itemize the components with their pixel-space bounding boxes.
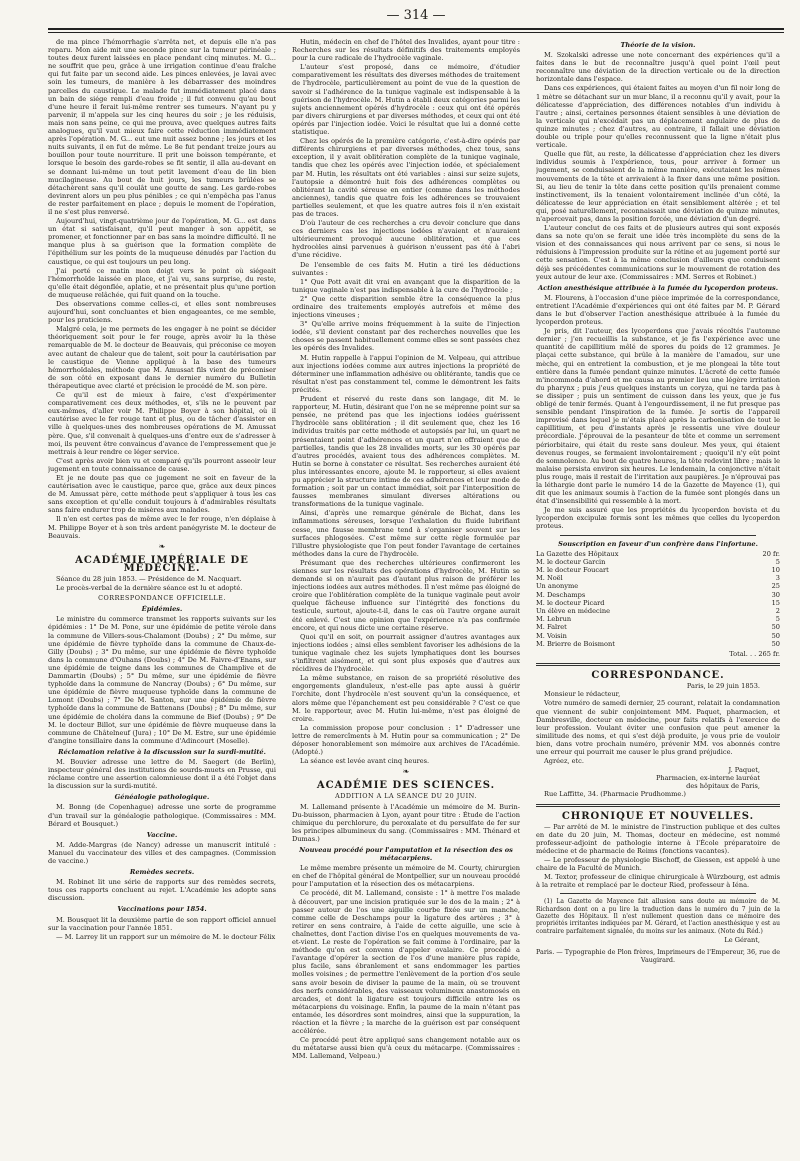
signature-title: Pharmacien, ex-interne lauréat [655, 774, 760, 783]
subscription-row [536, 607, 780, 615]
paragraph: Ce procédé peut être appliqué sans changement notable aux os du métatarse aussi bien qu'à ceux du métacarpe. (Commissaires : MM. Lallemand, Velpeau.) [292, 1036, 520, 1061]
paragraph: Hutin, médecin en chef de l'hôtel des Invalides, ayant pour titre : Recherches sur les résultats définitifs des traitements employés pour la cure radicale de l'hydrocèle vaginale. [292, 38, 520, 63]
subsection-title: ADDITION A LA SÉANCE DU 20 JUIN. [335, 792, 477, 801]
paragraph: M. Lallemand présente à l'Académie un mémoire de M. Burin-Du-buisson, pharmacien à Lyon, ayant pour titre : Étude de l'action chimique du perchlorure, du peroxalate et du persulfate de fer sur les principes albumineux du sang. (Commissaires : MM. Thénard et Dumas.) [292, 802, 520, 843]
subscription-amount: 50 [771, 639, 780, 648]
section-title: ACADÉMIE IMPÉRIALE DE MÉDECINE. [75, 554, 249, 574]
paragraph: Ce procédé, dit M. Lallemand, consiste : 1° à mettre l'os malade à découvert, par une incision pratiquée sur le dos de la main ; 2° à passer autour de l'os une aiguille courbe fixée sur un manche, comme celle de Deschamps pour la ligature des artères ; 3° à retirer en sens contraire, à l'aide de cette aiguille, une scie à chaînettes, dont l'action divise l'os en quelques mouvements de va-et-vient. Le reste de l'opération se fait comme à l'ordinaire, par la méthode qu'on est convenu d'appeler ovalaire. Ce procédé a l'avantage d'opérer la section de l'os d'une manière plus rapide, plus facile, sans ébranlement et sans endommager les parties molles voisines ; de permettre l'enlèvement de la portion d'os seule sans avoir besoin de diviser la paume de la main, où se trouvent des nerfs considérables, des vaisseaux volumineux anastomosés en arcades, et dont la ligature est toujours difficile entre les os métacarpiens du voisinage. Enfin, la paume de la main n'étant pas entamée, les désordres sont moindres, ainsi que la suppuration, la réaction et la fièvre ; la marche de la guérison est par conséquent accélérée. [292, 889, 520, 1036]
footnote: (1) La Gazette de Mayence fait allusion sans doute au mémoire de M. Richardson dont on a pu lire la traduction dans le numéro du 7 juin de la Gazette des Hôpitaux. Il n'est nullement question dans ce mémoire des propriétés irritantes indiquées par M. Gérard, et l'action anesthésique y est au contraire parfaitement signalée, du moins sur les animaux. (Note du Réd.) [536, 898, 780, 935]
paragraph: Ainsi, d'après une remarque générale de Bichat, dans les inflammations séreuses, lorsque l'exhalation du fluide lubrifiant cesse, une fausse membrane tend à s'organiser souvent sur les surfaces phlogosées. C'est même sur cette règle formulée par l'illustre physiologiste que l'on peut fonder l'avantage de certaines méthodes dans la cure de l'hydrocèle. [292, 509, 520, 558]
subscription-row [536, 566, 780, 574]
section-title: CORRESPONDANCE. [591, 670, 725, 682]
subscription-amount: 3 [775, 574, 780, 583]
paragraph: De l'ensemble de ces faits M. Hutin a tiré les déductions suivantes : [292, 260, 520, 277]
paragraph: La même substance, en raison de sa propriété résolutive des engorgements glanduleux, n'est-elle pas apte aussi à guérir l'orchite, dont l'hydrocèle n'est souvent qu'un la conséquence, et alors même que l'épanchement est peu considérable ? C'est ce que M. le rapporteur, avec M. Hutin lui-même, n'est pas éloigné de croire. [292, 674, 520, 723]
letter-date: Paris, le 29 juin 1853. [686, 682, 760, 691]
paragraph: Et je ne doute pas que ce jugement ne soit en faveur de la cautérisation avec le caustique, parce que, grâce aux deux pinces de M. Amussat père, cette méthode peut s'appliquer à tous les cas sans exception et qu'elle conduit toujours à d'admirables résultats sans faire endurer trop de misères aux malades. [48, 473, 276, 515]
paragraph: M. Bonng (de Copenhague) adresse une sorte de programme d'un travail sur la généalogie pathologique. (Commissaires : MM. Bérard et Bousquet.) [48, 803, 276, 828]
subscription-amount: 5 [775, 615, 780, 624]
paragraph: de ma pince l'hémorrhagie s'arrêta net, et depuis elle n'a pas reparu. Mon aide mit une seconde pince sur la tumeur périnéale ; toutes deux furent laissées en place pendant cinq minutes. M. G... ne souffrit que peu, grâce à une irrigation continue d'eau fraîche qui fut faite par un second aide. Les pinces enlevées, je lavai avec soin les tumeurs, de manière à les débarrasser des moindres parcelles du caustique. Le malade fut immédiatement placé dans un bain de siége rempli d'eau froide ; il fut convenu qu'au bout d'une heure il ferait lui-même rentrer ses tumeurs. N'ayant pu y parvenir, il m'appela sur les cinq heures du soir ; je les réduisis, mais non sans peine, ce qui me prouva, avec quelques autres faits analogues, qu'il vaut mieux faire cette réduction immédiatement après l'opération. M. G... eut une nuit assez bonne ; les jours et les nuits suivants, il en fut de même. Le 8e fut pendant treize jours au bouillon pour toute nourriture. Il prit une boisson tempérante, et lorsque le besoin des garde-robes se fit sentir, il alla au-devant en se donnant lui-même un tout petit lavement d'eau de lin bien mucilagineuse. Au bout de huit jours, les tumeurs brûlées se détachèrent sans qu'il coulât une goutte de sang. Les garde-robes devinrent alors un peu plus pénibles ; ce qui n'empêcha pas l'anus de rester parfaitement en place ; depuis le moment de l'opération, il ne s'est plus renversé. [48, 38, 276, 216]
paragraph: 3° Qu'elle arrive moins fréquemment à la suite de l'injection iodée, s'il devient constant par des recherches nouvelles que les choses se passent habituellement comme elles se sont passées chez les opérés des Invalides. [292, 320, 520, 353]
section-title: ACADÉMIE DES SCIENCES. [316, 780, 496, 792]
column-right [536, 38, 780, 1148]
subsection-title: Vaccinations pour 1854. [117, 905, 207, 914]
subsection-title: Nouveau procédé pour l'amputation et la résection des os métacarpiens. [299, 846, 513, 863]
paragraph: Chez les opérés de la première catégorie, c'est-à-dire opérés par différents chirurgiens et par diverses méthodes, chez tous, sans exception, il y avait oblitération complète de la tunique vaginale, tandis que chez les opérés avec l'injection iodée, et spécialement par M. Hutin, les résultats ont été variables : ainsi sur seize sujets, l'autopsie a démontré huit fois des adhérences complètes ou oblitérant la cavité séreuse en entier (comme dans les méthodes anciennes), tandis que quatre fois les adhérences se trouvaient partielles seulement, et que les quatre autres fois il n'en existait pas de traces. [292, 137, 520, 218]
subsection-title: Théorie de la vision. [620, 41, 696, 49]
subscription-row [536, 599, 780, 607]
header-rule-thin [48, 32, 784, 33]
paragraph: D'où l'auteur de ces recherches a cru devoir conclure que dans ces derniers cas les injections iodées n'avaient et n'auraient ultérieurement provoqué aucune oblitération, et que ces hydrocèles ainsi parvenues à guérison n'eussent pas été à l'abri d'une récidive. [292, 219, 520, 260]
paragraph: 2° Que cette disparition semble être la conséquence la plus ordinaire des traitements employés autrefois et même des injections vineuses ; [292, 294, 520, 320]
subscription-row [536, 640, 780, 648]
letter-closing: Agréez, etc. [544, 757, 584, 766]
subscription-amount: 2 [775, 607, 780, 616]
subsection-title: Réclamation relative à la discussion sur la surdi-mutité. [58, 747, 266, 756]
subscription-row [536, 550, 780, 558]
subscription-row [536, 615, 780, 623]
paragraph: Présumant que des recherches ultérieures confirmeront les siennes sur les résultats des opérations d'hydrocèle, M. Hutin se demande si on n'aurait pas d'autant plus raison de préférer les injections iodées aux autres méthodes. Il n'est même pas éloigné de croire que l'oblitération complète de la tunique vaginale peut avoir quelque fâcheuse influence sur l'intégrité des fonctions du testicule, surtout, ajoute-t-il, dans le cas où l'autre organe aurait été enlevé. C'est une opinion que l'expérience n'a pas confirmée encore, et qui nous dicte une certaine réserve. [292, 558, 520, 632]
subscription-amount: 10 [771, 566, 780, 575]
subsection-title: Généalogie pathologique. [114, 793, 210, 802]
subscriber-name: M. Lebrun [536, 615, 572, 624]
subsection-title: Souscription en faveur d'un confrère dans l'infortune. [558, 539, 758, 548]
paragraph: Le procès-verbal de la dernière séance est lu et adopté. [56, 584, 243, 593]
subscription-row [536, 591, 780, 599]
subsection-title: Action anesthésique attribuée à la fumée du lycoperdon proteus. [537, 283, 778, 292]
subscription-amount: 30 [771, 590, 780, 599]
subsection-title: Épidémies. [141, 605, 183, 614]
paragraph: M. Adde-Margras (de Nancy) adresse un manuscrit intitulé : Manuel du vaccinateur des villes et des campagnes. (Commission de vaccine.) [48, 840, 276, 865]
paragraph: 1° Que Pott avait dit vrai en avançant que la disparition de la tunique vaginale n'est pas indispensable à la cure de l'hydrocèle ; [292, 277, 520, 294]
paragraph: J'ai porté ce matin mon doigt vers le point où siégeait l'hémorrhoïde laissée en place, et j'ai vu, sans surprise, du reste, qu'elle était dégonflée, aplatie, et ne présentait plus qu'une portion de muqueuse relâchée, qui fuit quand on la touche. [48, 266, 276, 299]
subsection-title: Remèdes secrets. [129, 868, 195, 877]
subscriber-name: M. le docteur Garcin [536, 557, 606, 566]
ornament-divider: ❧ [158, 541, 166, 551]
paragraph: Je me suis assuré que les propriétés du lycoperdon bovista et du lycoperdon excipulæ formis sont les mêmes que celles du lycoperdon proteus. [536, 506, 780, 531]
signature-title: des hôpitaux de Paris, [686, 782, 760, 791]
column-left [48, 38, 276, 1148]
paragraph: M. Hutin rappelle à l'appui l'opinion de M. Velpeau, qui attribue aux injections iodées comme aux autres injections la propriété de déterminer une inflammation adhésive ou oblitérante, tandis que ce résultat n'est pas constamment tel, comme le démontrent les faits précités. [292, 353, 520, 394]
divider [560, 535, 756, 536]
subsection-title: Vaccine. [146, 830, 178, 839]
paragraph: Quelle que fût, au reste, la délicatesse d'appréciation chez les divers individus soumis à l'expérience, tous, pour arriver à former un jugement, se conduisaient de la même manière, exécutaient les mêmes mouvements de la tête et arrivaient à la fixer dans une même position. Si, au lieu de tenir la tête dans cette position qu'ils prenaient comme instinctivement, ils la tenaient volontairement inclinée d'un côté, la délicatesse de leur appréciation en était sensiblement altérée ; et tel qui, posé naturellement, reconnaissait une déviation de quinze minutes, n'apercevait pas, dans la position forcée, une déviation d'un degré. [536, 150, 780, 223]
signature-name: J. Paquet, [728, 766, 760, 775]
subscription-amount: 25 [771, 582, 780, 591]
subscriber-name: M. le docteur Picard [536, 598, 605, 607]
subscription-row [536, 623, 780, 631]
paragraph: C'est après avoir bien vu et comparé qu'ils pourront asseoir leur jugement en toute connaissance de cause. [48, 456, 276, 473]
paragraph: M. Bousquet lit la deuxième partie de son rapport officiel annuel sur la vaccination pour l'année 1851. [48, 915, 276, 932]
paragraph: Votre numéro de samedi dernier, 25 courant, relatait la condamnation que viennent de subir conjointement MM. Paquet, pharmacien, et Dambresville, docteur en médecine, pour faits relatifs à l'exercice de leur profession. Voulant éviter une confusion que peut amener la similitude des noms, et qui s'est déjà produite, je vous prie de vouloir bien, dans votre prochain numéro, prévenir MM. vos abonnés contre une erreur qui pourrait me causer le plus grand préjudice. [536, 699, 780, 756]
paragraph: Le même membre présente un mémoire de M. Courty, chirurgien en chef de l'hôpital général de Montpellier, sur un nouveau procédé pour l'amputation et la résection des os métacarpiens. [292, 864, 520, 889]
paragraph: L'auteur conclut de ces faits et de plusieurs autres qui sont exposés dans sa note qu'on se ferait une idée très incomplète du sens de la vision et des connaissances qui nous arrivent par ce sens, si nous le réduisions à l'impression produite sur la rétine et au jugement porté sur cette sensation. C'est à la même conclusion d'ailleurs que conduisent déjà ses précédentes communications sur le mouvement de rotation des yeux autour de leur axe. (Commissaires : MM. Serres et Robinet.) [536, 224, 780, 281]
paragraph: Dans ces expériences, qui étaient faites au moyen d'un fil noir long de 1 mètre se détachant sur un mur blanc, il a reconnu qu'il y avait, pour la délicatesse d'appréciation, des différences notables d'un individu à l'autre ; ainsi, certaines personnes étaient sensibles à une déviation de la verticale qui n'excédait pas un déplacement angulaire de plus de quinze minutes ; chez d'autres, au contraire, il fallait une déviation double ou triple pour qu'elles reconnussent que la ligne n'était plus verticale. [536, 84, 780, 150]
subscription-row [536, 558, 780, 566]
paragraph: Des observations comme celles-ci, et elles sont nombreuses aujourd'hui, sont concluantes et bien engageantes, ce me semble, pour les praticiens. [48, 300, 276, 325]
paragraph: Aujourd'hui, vingt-quatrième jour de l'opération, M. G... est dans un état si satisfaisant, qu'il peut manger à son appétit, se promener, et fonctionner par en bas sans la moindre difficulté. Il ne manque plus à sa guérison que la formation complète de l'épithélium sur les points de la muqueuse dénudés par l'action du caustique, ce qui est toujours un peu long. [48, 217, 276, 266]
subscriber-name: La Gazette des Hôpitaux [536, 549, 619, 558]
paragraph: M. Textor, professeur de clinique chirurgicale à Würzbourg, est admis à la retraite et remplacé par le docteur Ried, professeur à Iéna. [536, 873, 780, 890]
divider [560, 893, 756, 894]
paragraph: — Par arrêté de M. le ministre de l'instruction publique et des cultes en date du 20 juin, M. Thomas, docteur en médecine, est nommé professeur-adjoint de pathologie interne à l'École préparatoire de médecine et de pharmacie de Reims (fonctions vacantes). [536, 822, 780, 855]
page-number: — 314 — [386, 8, 446, 23]
column-middle [292, 38, 520, 1148]
paragraph: Le ministre du commerce transmet les rapports suivants sur les épidémies : 1° De M. Pone, sur une épidémie de petite vérole dans la commune de Villers-sous-Chalamont (Doubs) ; 2° Du même, sur une épidémie de fièvre typhoïde dans la commune de Chaux-de-Gilly (Doubs) ; 3° Du même, sur une épidémie de fièvre typhoïde dans la commune d'Ouhans (Doubs) ; 4° De M. Faivre-d'Enans, sur une épidémie de teigne dans les communes de Champlive et de Dammartin (Doubs) ; 5° Du même, sur une épidémie de fièvre typhoïde dans la commune de Nancray (Doubs) ; 6° Du même, sur une épidémie de fièvre muqueuse typhoïde dans la commune de Lomont (Doubs) ; 7° De M. Santon, sur une épidémie de fièvre typhoïde dans la commune de Battenans (Doubs) ; 8° Du même, sur une épidémie de choléra dans la commune de Bief (Doubs) ; 9° De M. le docteur Billot, sur une épidémie de fièvre muqueuse dans la commune de Châtelneuf (Jura) ; 10° De M. Estre, sur une épidémie d'angine tonsillaire dans la commune d'Adincourt (Moselle). [48, 615, 276, 745]
divider [536, 663, 780, 666]
signature-address: Rue Laffitte, 34. (Pharmacie Prudhomme.) [544, 790, 686, 799]
paragraph: La séance est levée avant cinq heures. [300, 757, 430, 766]
section-title: CHRONIQUE ET NOUVELLES. [561, 810, 755, 822]
subscriber-name: M. Brierre de Boismont [536, 639, 615, 648]
paragraph: Malgré cela, je me permets de les engager à ne point se décider théoriquement soit pour le fer rouge, après avoir lu la thèse remarquable de M. le docteur de Beauvais, qui préconise ce moyen avec autant de chaleur que de talent, soit pour la cautérisation par le caustique de Vienne appliqué à la base des tumeurs hémorrhoïdales, méthode que M. Amussat fils vient de préconiser de son côté en exposant dans le dernier numéro du Bulletin thérapeutique avec clarté et précision le procédé de M. son père. [48, 325, 276, 390]
printer-imprint: Paris. — Typographie de Plon frères, Imprimeurs de l'Empereur, 36, rue de Vaugirard. [536, 947, 780, 965]
subscription-amount: 20 fr. [762, 549, 780, 558]
subscriber-name: M. le docteur Foucart [536, 566, 609, 575]
subscriber-name: M. Voisin [536, 631, 567, 640]
paragraph: Prudent et réservé du reste dans son langage, dit M. le rapporteur, M. Hutin, désirant que l'on ne se méprenne point sur sa pensée, ne prétend pas que les injections iodées guérissent l'hydrocèle sans oblitération ; il dit seulement que, chez les 16 individus traités par cette méthode et autopsiés par lui, un quart ne présentaient point d'adhérences et un quart n'en offraient que de partielles, tandis que les 28 invalides morts, sur les 30 opérés par d'autres procédés, avaient tous des adhérences complètes. M. Hutin se borne à constater ce résultat. Ses recherches auraient été plus intéressantes encore, ajoute M. le rapporteur, si elles avaient pu apprécier la structure intime de ces adhérences et leur mode de formation ; soit par un contact immédiat, soit par l'interposition de fausses membranes simulant diverses altérations ou transformations de la tunique vaginale. [292, 395, 520, 509]
paragraph: La commission propose pour conclusion : 1° D'adresser une lettre de remercîments à M. Hutin pour sa communication ; 2° De déposer honorablement son mémoire aux archives de l'Académie. (Adopté.) [292, 723, 520, 757]
subsection-title: CORRESPONDANCE OFFICIELLE. [98, 594, 226, 603]
letter-salutation: Monsieur le rédacteur, [544, 690, 621, 699]
paragraph: — Le professeur de physiologie Bischoff, de Giessen, est appelé à une chaire de la Faculté de Munich. [536, 856, 780, 873]
subscription-amount: 5 [775, 557, 780, 566]
ornament-divider: ❧ [402, 767, 410, 777]
divider [536, 804, 780, 807]
paragraph: M. Robinet lit une série de rapports sur des remèdes secrets, tous ces rapports concluent au rejet. L'Académie les adopte sans discussion. [48, 878, 276, 903]
session-line: Séance du 28 juin 1853. — Présidence de M. Nacquart. [56, 575, 242, 583]
subscription-total: Total. . . 265 fr. [729, 650, 780, 659]
paragraph: L'auteur s'est proposé, dans ce mémoire, d'étudier comparativement les résultats des diverses méthodes de traitement de l'hydrocèle, particulièrement au point de vue de la question de savoir si l'adhérence de la tunique vaginale est indispensable à la guérison de l'hydrocèle. M. Hutin a établi deux catégories parmi les sujets anciennement opérés d'hydrocèle : ceux qui ont été opérés par divers chirurgiens et par diverses méthodes, et ceux qui ont été opérés par l'injection iodée. Voici le résultat que lui a donné cette statistique. [292, 63, 520, 137]
gerant-label: Le Gérant, [724, 935, 760, 944]
subscriber-name: Un élève en médecine [536, 607, 611, 616]
subscription-amount: 15 [771, 598, 780, 607]
paragraph: Il n'en est certes pas de même avec le fer rouge, n'en déplaise à M. Philippe Boyer et à son très ardent panégyriste M. le docteur de Beauvais. [48, 515, 276, 540]
subscription-amount: 50 [771, 631, 780, 640]
paragraph: — M. Larrey lit un rapport sur un mémoire de M. le docteur Félix [56, 932, 276, 941]
subscription-row [536, 582, 780, 590]
subscriber-name: Un anonyme [536, 582, 579, 591]
header-rule [48, 28, 784, 30]
paragraph: M. Bouvier adresse une lettre de M. Saegert (de Berlin), inspecteur général des institutions de sourds-muets en Prusse, qui réclame contre une assertion calomnieuse dont il a été l'objet dans la discussion sur la surdi-mutité. [48, 757, 276, 791]
paragraph: M. Szokalski adresse une note concernant des expériences qu'il a faites dans le but de reconnaître jusqu'à quel point l'œil peut reconnaître une déviation de la direction verticale ou de la direction horizontale dans l'espace. [536, 51, 780, 84]
subscription-amount: 50 [771, 623, 780, 632]
subscription-row [536, 574, 780, 582]
paragraph: M. Flourens, à l'occasion d'une pièce imprimée de la correspondance, entretient l'Académie d'expériences qui ont été faites par M. P. Gérard dans le but d'observer l'action anesthésique attribuée à la fumée du lycoperdon proteus. [536, 293, 780, 327]
subscription-row [536, 632, 780, 640]
paragraph: Quoi qu'il en soit, on pourrait assigner d'autres avantages aux injections iodées ; ainsi elles semblent favoriser les adhésions de la tunique vaginale chez les sujets lymphatiques dont les bourses s'infiltrent aisément, et qui sont plus exposés que d'autres aux récidives de l'hydrocèle. [292, 632, 520, 674]
subscriber-name: M. Falret [536, 623, 567, 632]
subscriber-name: M. Deschamps [536, 590, 586, 599]
paragraph: Je pris, dit l'auteur, des lycoperdons que j'avais récoltés l'automne dernier ; j'en recueillis la substance, et je fis l'expérience avec une quantité de capillitium mêlé de spores du poids de 12 grammes. Je plaçai cette substance, qui brûle à la manière de l'amadou, sur une mèche, qui en entretient la combustion, et je me plongeai la tête tout entière dans la fumée pendant quinze minutes. L'âcreté de cette fumée m'incommoda d'abord et me causa au premier lieu une légère irritation du pharynx ; puis j'eus quelques instants un coryza, qui ne tarda pas à se dissiper ; puis un sentiment de cuisson dans les yeux, que je fus obligé de tenir fermés. Quant à l'engourdissement, il ne fut presque pas sensible pendant l'inspiration de la fumée. Je sortis de l'appareil improvisé dans lequel je m'étais placé après la carbonisation de tout le capillitium, et peu d'instants après je ressentis une vive douleur précordiale. J'éprouvai de la pesanteur de tête et comme un serrement périorbitaire, qui était du reste sans douleur. Mes yeux, qui étaient devenus rouges, se fermaient involontairement ; quoiqu'il n'y eût point de somnolence. Au bout de quatre heures, la tête redevint libre ; mais le malaise persista environ six heures. Le lendemain, la conjonctive n'était plus rouge, mais il restait de l'irritation aux paupières. Je n'éprouvai pas la léthargie dont parle le numéro 14 de la Gazette de Mayence (1), qui dit que les animaux soumis à l'action de la fumée sont plongés dans un état d'insensibilité qui ressemble à la mort. [536, 327, 780, 506]
subscriber-name: M. Noël [536, 574, 563, 583]
subscription-table [536, 550, 780, 648]
paragraph: Ce qu'il est de mieux à faire, c'est d'expérimenter comparativement ces deux méthodes, et, s'ils ne le peuvent par eux-mêmes, d'aller voir M. Philippe Boyer à son hôpital, où il cautérise avec le fer rouge tant et plus, ou de tâcher d'assister en ville à quelques-unes des nombreuses opérations de M. Amussat père. Que, s'il convenait à quelques-uns d'entre eux de s'adresser à moi, ils peuvent être convaincus d'avance de l'empressement que je mettrais à leur rendre ce léger service. [48, 391, 276, 456]
